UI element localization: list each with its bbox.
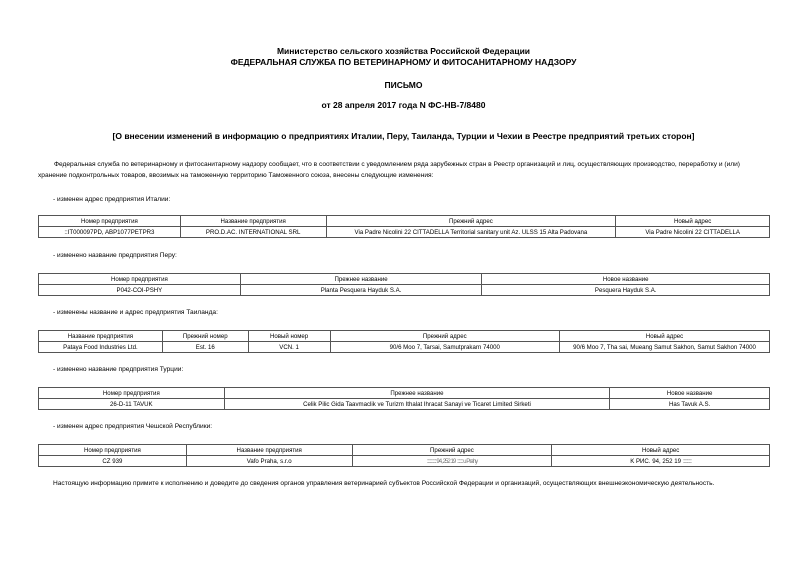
- table-header-cell: Прежний номер: [162, 331, 248, 342]
- table-row: [39, 342, 770, 353]
- italy-label: - изменен адрес предприятия Италии:: [53, 196, 171, 203]
- table-cell: PRO.D.AC. INTERNATIONAL SRL: [180, 227, 326, 238]
- table-cell: Has Tavuk A.S.: [610, 399, 770, 410]
- new-address-part: K РИС. 94, 252 19: [630, 457, 682, 465]
- table-header-cell: Номер предприятия: [39, 388, 225, 399]
- table-cell: Via Padre Nicolini 22 CITTADELLA Territorial sanitary unit Az. ULSS 15 Alta Padovana: [326, 227, 616, 238]
- table-header-cell: Название предприятия: [39, 331, 163, 342]
- table-header-cell: Новое название: [482, 274, 770, 285]
- closing-paragraph: Настоящую информацию примите к исполнению и доведите до сведения органов управления ветеринарией субъектов Российской Федерации и организаций, осуществляющих внешнеэкономическую деятельность.: [53, 480, 715, 487]
- table-header-cell: Прежнее название: [224, 388, 610, 399]
- old-address-part: :::::::: u Prahy: [456, 457, 478, 465]
- table-cell: [352, 456, 552, 467]
- ministry-name: Министерство сельского хозяйства Российской Федерации: [276, 46, 531, 56]
- peru-label: - изменено название предприятия Перу:: [53, 252, 177, 259]
- new-address-part: ::::::::::::: [682, 457, 692, 465]
- table-cell: Celik Pilic Gida Taavmaclik ve Turizm Ithalat Ihracat Sanayi ve Ticaret Limited Sirketi: [224, 399, 610, 410]
- table-header-cell: Номер предприятия: [39, 216, 181, 227]
- table-header-row: [39, 274, 770, 285]
- italy-table: [38, 215, 770, 238]
- table-header-cell: Новый адрес: [616, 216, 770, 227]
- thailand-table: [38, 330, 770, 353]
- table-header-row: [39, 331, 770, 342]
- intro-paragraph: Федеральная служба по ветеринарному и фитосанитарному надзору сообщает, что в соответствии с уведомлением ряда зарубежных стран в Реестр организаций и лиц, осуществляющих производство, переработку и (или) хранение подконтрольных товаров, ввозимых на таможенную территорию Таможенного союза, внесены следующие изменения:: [38, 161, 740, 179]
- table-cell: 90/6 Moo 7, Tarsai, Samutprakarn 74000: [330, 342, 560, 353]
- table-row: [39, 399, 770, 410]
- old-address-part: ::::::::::::: 94, 252 19: [426, 457, 456, 465]
- table-cell: Vafo Praha, s.r.o: [186, 456, 352, 467]
- turkey-table: [38, 387, 770, 410]
- peru-table: [38, 273, 770, 296]
- table-header-row: [39, 388, 770, 399]
- table-header-cell: Номер предприятия: [39, 445, 187, 456]
- czech-table: [38, 444, 770, 467]
- thailand-label: - изменены название и адрес предприятия Таиланда:: [53, 309, 218, 316]
- table-header-cell: Прежнее название: [240, 274, 482, 285]
- czech-label: - изменен адрес предприятия Чешской Республики:: [53, 423, 213, 430]
- table-header-cell: Прежний адрес: [330, 331, 560, 342]
- table-row: [39, 227, 770, 238]
- document-subject: [О внесении изменений в информацию о предприятиях Италии, Перу, Таиланда, Турции и Чехии в Реестре предприятий третьих сторон]: [112, 131, 695, 141]
- table-header-cell: Название предприятия: [180, 216, 326, 227]
- document-type: ПИСЬМО: [384, 80, 423, 90]
- table-header-cell: Прежний адрес: [326, 216, 616, 227]
- table-header-cell: Новый адрес: [560, 331, 770, 342]
- table-cell: Planta Pesquera Hayduk S.A.: [240, 285, 482, 296]
- table-header-cell: Новый адрес: [552, 445, 770, 456]
- document-date-number: от 28 апреля 2017 года N ФС-НВ-7/8480: [321, 100, 486, 110]
- table-cell: P042-COI-PSHY: [39, 285, 241, 296]
- table-cell: 26-D-11 TAVUK: [39, 399, 225, 410]
- table-cell: Pataya Food Industries Ltd.: [39, 342, 163, 353]
- table-header-cell: Новый номер: [248, 331, 330, 342]
- table-cell: CZ 939: [39, 456, 187, 467]
- table-header-cell: Название предприятия: [186, 445, 352, 456]
- table-header-cell: Номер предприятия: [39, 274, 241, 285]
- table-cell: ::IT000097PD, ABP1077PETPR3: [39, 227, 181, 238]
- turkey-label: - изменено название предприятия Турции:: [53, 366, 184, 373]
- service-name: ФЕДЕРАЛЬНАЯ СЛУЖБА ПО ВЕТЕРИНАРНОМУ И ФИТОСАНИТАРНОМУ НАДЗОРУ: [230, 57, 577, 67]
- table-header-row: [39, 216, 770, 227]
- table-header-cell: Новое название: [610, 388, 770, 399]
- table-cell: 90/6 Moo 7, Tha sai, Mueang Samut Sakhon, Samut Sakhon 74000: [560, 342, 770, 353]
- table-row: [39, 285, 770, 296]
- table-header-cell: Прежний адрес: [352, 445, 552, 456]
- table-cell: VCN. 1: [248, 342, 330, 353]
- table-cell: Via Padre Nicolini 22 CITTADELLA: [616, 227, 770, 238]
- table-row: [39, 456, 770, 467]
- table-header-row: [39, 445, 770, 456]
- table-cell: Pesquera Hayduk S.A.: [482, 285, 770, 296]
- table-cell: Est. 16: [162, 342, 248, 353]
- table-cell: [552, 456, 770, 467]
